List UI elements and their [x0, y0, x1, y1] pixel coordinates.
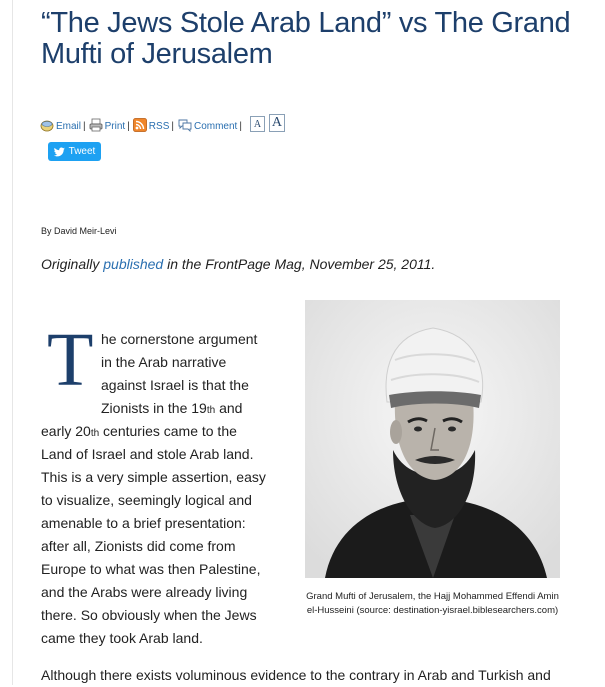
paragraph-line: he cornerstone argument: [101, 331, 258, 347]
email-link[interactable]: [40, 118, 81, 132]
original-source-note: [41, 256, 435, 272]
twitter-bird-icon: [54, 147, 65, 157]
print-link[interactable]: [89, 118, 126, 132]
byline: By David Meir-Levi: [41, 226, 117, 236]
article-toolbar: [40, 112, 285, 132]
article-paragraph-1: [41, 328, 281, 650]
original-pre: Originally: [41, 256, 104, 272]
paragraph-line: [41, 420, 281, 443]
left-border: [12, 0, 13, 685]
line-text: early 20: [41, 423, 91, 439]
line-text: and: [215, 400, 243, 416]
paragraph-line: amenable to a brief presentation:: [41, 515, 246, 531]
comment-label[interactable]: Comment: [193, 121, 238, 132]
paragraph-line: Europe to what was then Palestine,: [41, 561, 261, 577]
mufti-portrait-photo: [305, 300, 560, 578]
rss-label[interactable]: RSS: [148, 121, 170, 132]
paragraph-line: Land of Israel and stole Arab land.: [41, 446, 254, 462]
email-label[interactable]: Email: [56, 121, 82, 132]
ordinal-suffix: th: [206, 405, 216, 416]
paragraph-line: and the Arabs were already living: [41, 584, 248, 600]
paragraph-line: after all, Zionists did come from: [41, 538, 236, 554]
comment-icon: [177, 118, 192, 132]
original-post: in the FrontPage Mag, November 25, 2011.: [163, 256, 436, 272]
paragraph-line: [41, 397, 281, 420]
print-icon: [89, 118, 103, 132]
ordinal-suffix: th: [90, 428, 100, 439]
published-link[interactable]: published: [103, 256, 164, 272]
article-title: “The Jews Stole Arab Land” vs The Grand Mufti of Jerusalem: [41, 7, 571, 70]
tweet-button[interactable]: [48, 142, 101, 161]
rss-link[interactable]: [133, 118, 170, 132]
photo-caption: Grand Mufti of Jerusalem, the Hajj Mohammed Effendi Amin el-Husseini (source: destination-yisrael.biblesearchers.com): [306, 591, 559, 616]
article-paragraph-2: Although there exists voluminous evidence to the contrary in Arab and Turkish and: [41, 667, 551, 683]
paragraph-line: in the Arab narrative: [101, 354, 227, 370]
paragraph-line: This is a very simple assertion, easy: [41, 469, 266, 485]
separator: |: [171, 121, 174, 132]
tweet-label: Tweet: [68, 146, 96, 157]
paragraph-line: there. So obviously when the Jews: [41, 607, 257, 623]
separator: |: [239, 121, 242, 132]
separator: |: [127, 121, 130, 132]
drop-cap: T: [47, 318, 94, 402]
line-text: centuries came to the: [99, 423, 237, 439]
font-decrease-button[interactable]: A: [250, 116, 265, 132]
separator: |: [83, 121, 86, 132]
email-icon: [40, 118, 54, 132]
paragraph-line: came they took Arab land.: [41, 630, 203, 646]
line-text: Zionists in the 19: [101, 400, 207, 416]
rss-icon: [133, 118, 147, 132]
paragraph-line: to visualize, seemingly logical and: [41, 492, 252, 508]
comment-link[interactable]: [177, 118, 237, 132]
print-label[interactable]: Print: [104, 121, 126, 132]
paragraph-line: against Israel is that the: [101, 377, 249, 393]
font-increase-button[interactable]: A: [269, 114, 285, 132]
